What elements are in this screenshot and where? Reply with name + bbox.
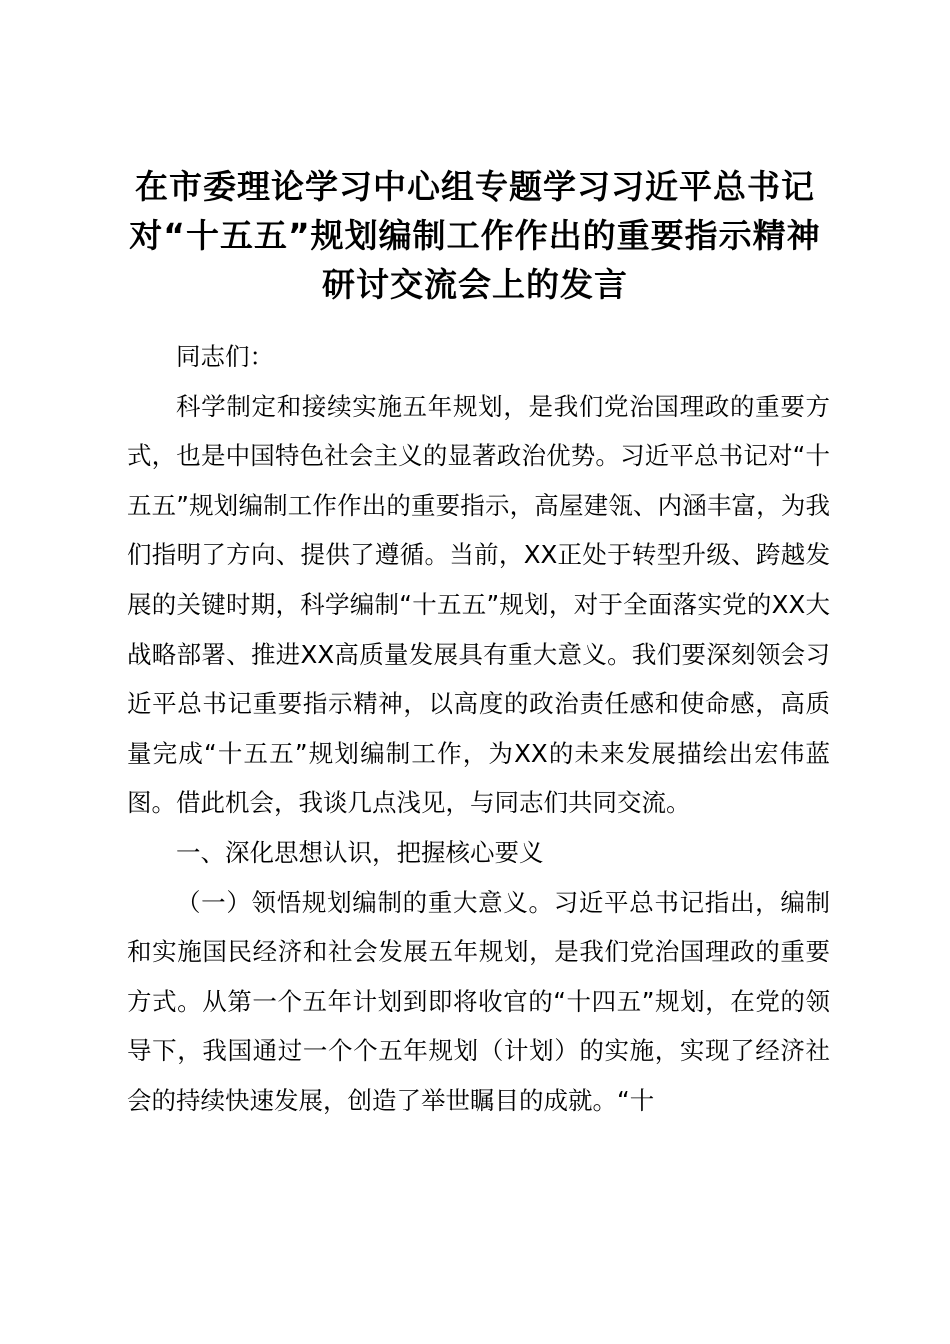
document-body	[127, 332, 830, 1126]
salutation: 同志们：	[176, 342, 274, 371]
subsection-paragraph: （一）领悟规划编制的重大意义。习近平总书记指出，编制和实施国民经济和社会发展五年规划，是我们党治国理政的重要方式。从第一个五年计划到即将收官的“十四五”规划，在党的领导下，我国通过一个个五年规划（计划）的实施，实现了经济社会的持续快速发展，创造了举世瞩目的成就。“十	[127, 887, 830, 1115]
section-heading: 一、深化思想认识，把握核心要义	[176, 837, 544, 867]
intro-paragraph: 科学制定和接续实施五年规划，是我们党治国理政的重要方式，也是中国特色社会主义的显著政治优势。习近平总书记对“十五五”规划编制工作作出的重要指示，高屋建瓴、内涵丰富，为我们指明了方向、提供了遵循。当前，XX正处于转型升级、跨越发展的关键时期，科学编制“十五五”规划，对于全面落实党的XX大战略部署、推进XX高质量发展具有重大意义。我们要深刻领会习近平总书记重要指示精神，以高度的政治责任感和使命感，高质量完成“十五五”规划编制工作，为XX的未来发展描绘出宏伟蓝图。借此机会，我谈几点浅见，与同志们共同交流。	[127, 391, 830, 818]
document-title: 在市委理论学习中心组专题学习习近平总书记对“十五五”规划编制工作作出的重要指示精神研讨交流会上的发言	[129, 167, 821, 304]
